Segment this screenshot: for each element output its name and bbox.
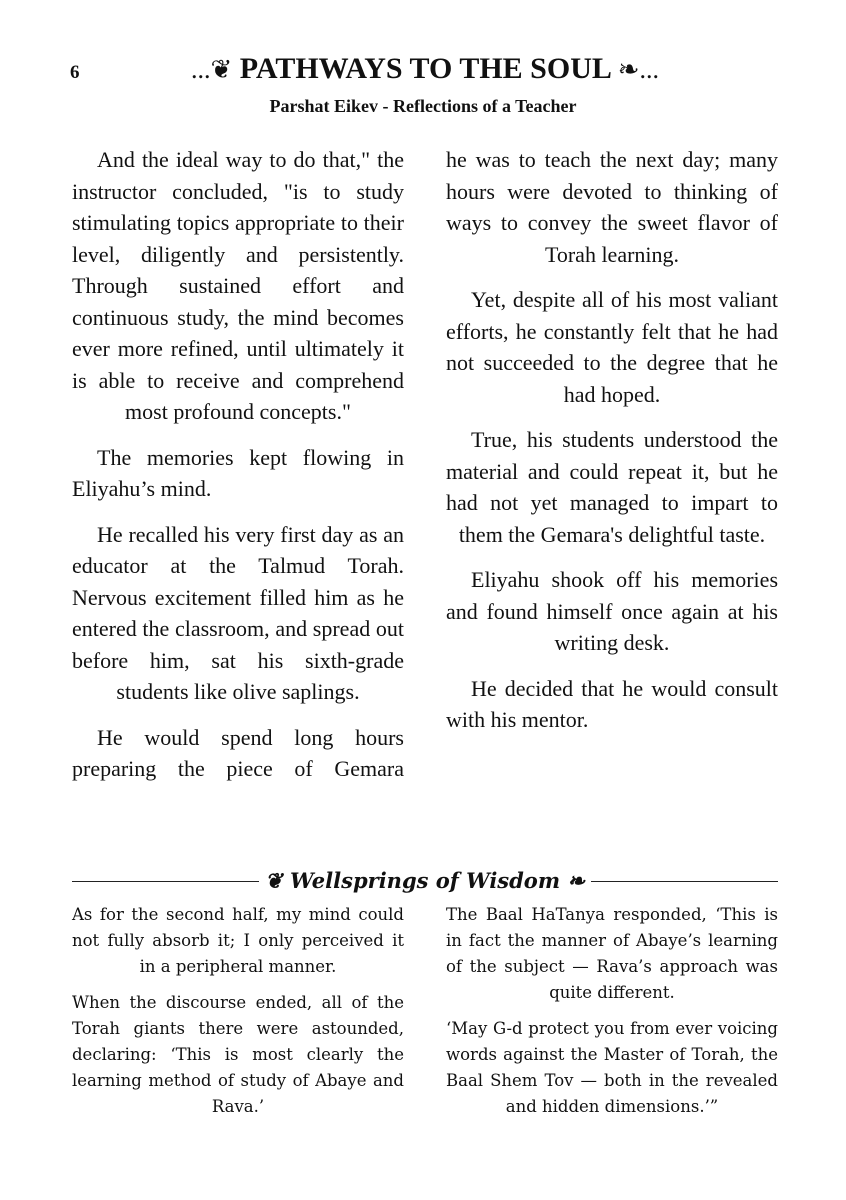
- paragraph: The Baal HaTanya responded, ‘This is in fact the manner of Abaye’s learning of the subject — Rava’s approach was quite different.: [446, 905, 778, 1002]
- footer-column-left: [72, 902, 404, 1130]
- paragraph: He decided that he would consult with his mentor.: [446, 675, 778, 732]
- chapter-subtitle: Parshat Eikev - Reflections of a Teacher: [269, 96, 577, 116]
- paragraph: ‘May G-d protect you from ever voicing words against the Master of Torah, the Baal Shem Tov — both in the revealed and hidden dimensions.’”: [446, 1019, 778, 1116]
- paragraph: As for the second half, my mind could not fully absorb it; I only perceived it in a peripheral manner.: [72, 905, 404, 976]
- paragraph: And the ideal way to do that," the instructor concluded, "is to study stimulating topics appropriate to their level, diligently and persistently. Through sustained effort and continuous study, the mind becomes ever more refined, until ultimately it is able to receive and comprehend most profound concepts.": [72, 147, 404, 424]
- paragraph: He recalled his very first day as an educator at the Talmud Torah. Nervous excitement filled him as he entered the classroom, and spread out before him, sat his sixth-grade students like olive saplings.: [72, 521, 404, 704]
- running-header: [130, 52, 720, 86]
- paragraph: Eliyahu shook off his memories and found himself once again at his writing desk.: [446, 567, 778, 655]
- main-column-left: [72, 144, 404, 799]
- ornament-right-icon: ❧: [560, 868, 585, 893]
- paragraph: Yet, despite all of his most valiant efforts, he constantly felt that he had not succeeded to the degree that he had hoped.: [446, 287, 778, 407]
- ornament-left-icon: ❦: [265, 868, 290, 893]
- section-divider: [72, 870, 778, 894]
- paragraph: True, his students understood the material and could repeat it, but he had not yet managed to impart to them the Gemara's delightful taste.: [446, 427, 778, 547]
- ornament-right-icon: ❧...: [617, 55, 660, 84]
- paragraph: He would spend long hours preparing the piece of Gemara: [72, 724, 404, 781]
- paragraph: The memories kept flowing in Eliyahu’s mind.: [72, 444, 404, 501]
- main-column-right: [446, 144, 778, 750]
- page-number: 6: [70, 62, 80, 83]
- paragraph: he was to teach the next day; many hours were devoted to thinking of ways to convey the sweet flavor of Torah learning.: [446, 147, 778, 267]
- paragraph: When the discourse ended, all of the Torah giants there were astounded, declaring: ‘This is most clearly the learning method of study of Abaye and Rava.’: [72, 993, 404, 1116]
- ornament-left-icon: ...❦: [190, 55, 233, 84]
- footer-column-right: [446, 902, 778, 1130]
- book-title: PATHWAYS TO THE SOUL: [239, 52, 611, 85]
- section-title: Wellsprings of Wisdom: [289, 868, 561, 893]
